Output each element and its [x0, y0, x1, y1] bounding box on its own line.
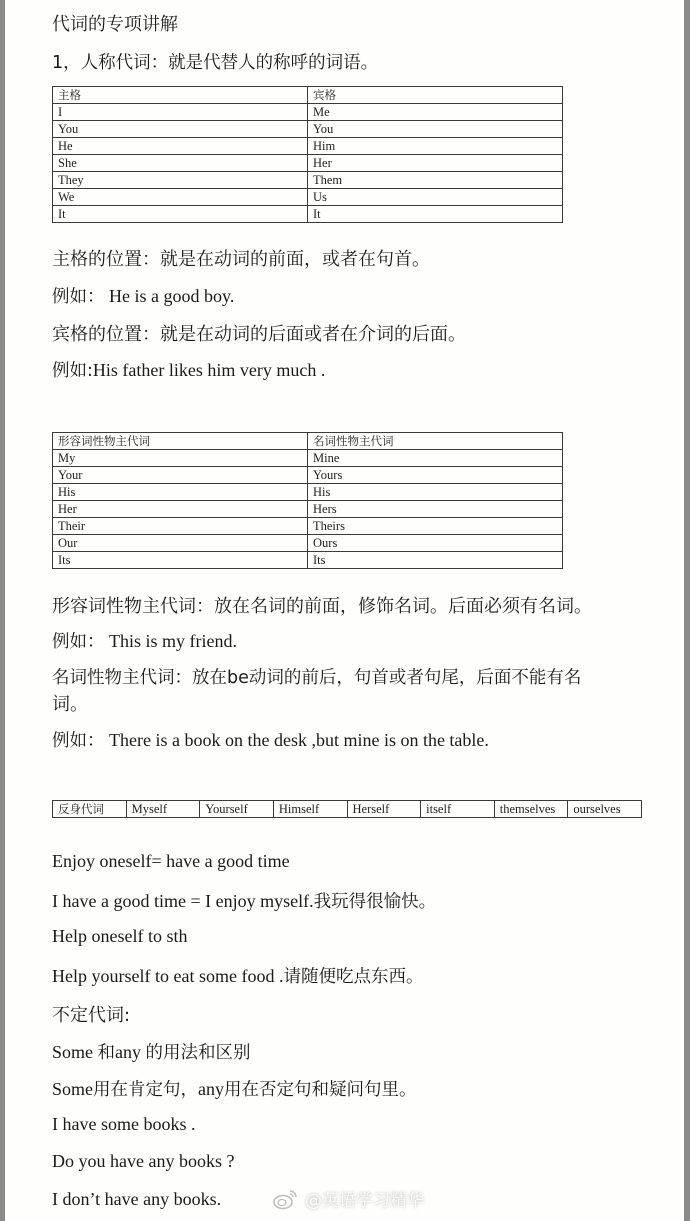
cell: Them: [308, 172, 563, 189]
cell: itself: [421, 801, 495, 818]
object-position-rule: 宾格的位置：就是在动词的后面或者在介词的后面。: [52, 324, 466, 345]
cell: Me: [308, 104, 563, 121]
cell: Mine: [308, 450, 563, 467]
table-row: [53, 518, 563, 535]
cell: Your: [53, 467, 308, 484]
header-reflexive: 反身代词: [53, 801, 127, 818]
personal-pronouns-table: [52, 86, 563, 223]
reflexive-line: [52, 888, 436, 913]
cell: You: [308, 121, 563, 138]
example-label: 例如:: [52, 361, 93, 381]
text: any: [115, 1042, 146, 1062]
example-text: His father likes him very much .: [92, 360, 326, 380]
reflexive-pronouns-table: [52, 800, 642, 818]
table-row: [53, 104, 563, 121]
cell: She: [53, 155, 308, 172]
table-row: [53, 484, 563, 501]
text: Some: [52, 1079, 94, 1099]
cell: They: [53, 172, 308, 189]
cell: themselves: [494, 801, 568, 818]
table-row: [53, 172, 563, 189]
rule-text: 名词性物主代词：放在be动词的前后，句首或者句尾，后面不能有名: [52, 668, 582, 688]
cell: Yourself: [200, 801, 274, 818]
cell: His: [53, 484, 308, 501]
cell: Its: [53, 552, 308, 569]
table-row: [53, 138, 563, 155]
noun-possessive-rule-line1: [52, 664, 581, 689]
cell: Herself: [347, 801, 421, 818]
table-row: [53, 501, 563, 518]
cell: Him: [308, 138, 563, 155]
adjective-possessive-rule: 形容词性物主代词：放在名词的前面，修饰名词。后面必须有名词。: [52, 596, 592, 617]
example-label: 例如：: [52, 632, 105, 652]
example-text: There is a book on the desk ,but mine is on the table.: [109, 730, 489, 750]
example-sentence: I have some books .: [52, 1114, 196, 1134]
subject-example: [52, 283, 234, 308]
heading-text: 1，人称代词：就是代替人的称呼的词语。: [52, 53, 379, 73]
cell: Hers: [308, 501, 563, 518]
cell: It: [53, 206, 308, 223]
text: 和: [97, 1043, 116, 1063]
some-any-rule: [52, 1076, 417, 1101]
line-en: I have a good time = I enjoy myself.: [52, 891, 314, 911]
header-adjective-possessive: 形容词性物主代词: [53, 433, 308, 450]
subject-position-rule: 主格的位置：就是在动词的前面，或者在句首。: [52, 249, 430, 270]
text: 用在否定句和疑问句里。: [224, 1080, 417, 1100]
cell: We: [53, 189, 308, 206]
cell: Yours: [308, 467, 563, 484]
cell: He: [53, 138, 308, 155]
document-page: [5, 0, 684, 1221]
cell: Ours: [308, 535, 563, 552]
cell: It: [308, 206, 563, 223]
cell: My: [53, 450, 308, 467]
table-header-row: [53, 433, 563, 450]
line-en: Help yourself to eat some food .: [52, 966, 284, 986]
cell: You: [53, 121, 308, 138]
table-row: [53, 467, 563, 484]
text: 用在肯定句，: [93, 1080, 199, 1100]
adjective-possessive-example: [52, 628, 237, 653]
header-noun-possessive: 名词性物主代词: [308, 433, 563, 450]
table-row: [53, 450, 563, 467]
table-row: [53, 206, 563, 223]
example-label: 例如：: [52, 731, 105, 751]
cell: Her: [308, 155, 563, 172]
line-zh: 我玩得很愉快。: [313, 892, 437, 912]
cell: Our: [53, 535, 308, 552]
table-row: [53, 552, 563, 569]
document-title: 代词的专项讲解: [52, 14, 178, 35]
section-personal-pronouns-heading: [52, 49, 378, 74]
cell: Theirs: [308, 518, 563, 535]
table-row: [53, 155, 563, 172]
noun-possessive-example: [52, 727, 489, 752]
cell: ourselves: [568, 801, 642, 818]
cell: Us: [308, 189, 563, 206]
header-object-case: 宾格: [308, 87, 563, 104]
header-subject-case: 主格: [53, 87, 308, 104]
cell: Her: [53, 501, 308, 518]
cell: I: [53, 104, 308, 121]
some-any-title: [52, 1039, 251, 1064]
cell: Myself: [126, 801, 200, 818]
example-text: He is a good boy.: [109, 286, 235, 306]
text: Some: [52, 1042, 98, 1062]
table-row: [53, 189, 563, 206]
table-header-row: [53, 87, 563, 104]
line-en: Enjoy oneself= have a good time: [52, 851, 290, 871]
example-text: This is my friend.: [109, 631, 237, 651]
weibo-watermark: [273, 1186, 424, 1211]
object-example: [52, 357, 325, 382]
table-row: [53, 535, 563, 552]
example-label: 例如：: [52, 287, 105, 307]
text: any: [198, 1079, 225, 1099]
cell: Its: [308, 552, 563, 569]
noun-possessive-rule-line2: 词。: [52, 694, 88, 715]
table-row: [53, 121, 563, 138]
indefinite-pronouns-heading: 不定代词:: [52, 1005, 131, 1026]
example-sentence: Do you have any books ?: [52, 1151, 235, 1171]
line-en: Help oneself to sth: [52, 926, 188, 946]
line-zh: 请随便吃点东西。: [283, 967, 424, 987]
weibo-logo-icon: [273, 1188, 299, 1210]
reflexive-line: [52, 963, 423, 988]
cell: Their: [53, 518, 308, 535]
example-sentence: I don’t have any books.: [52, 1189, 222, 1209]
possessive-pronouns-table: [52, 432, 563, 569]
reflexive-line: [52, 851, 290, 872]
table-row: [53, 801, 642, 818]
cell: His: [308, 484, 563, 501]
watermark-text: @英语学习精华: [305, 1191, 424, 1211]
cell: Himself: [273, 801, 347, 818]
reflexive-line: [52, 926, 187, 947]
text: 的用法和区别: [145, 1043, 251, 1063]
